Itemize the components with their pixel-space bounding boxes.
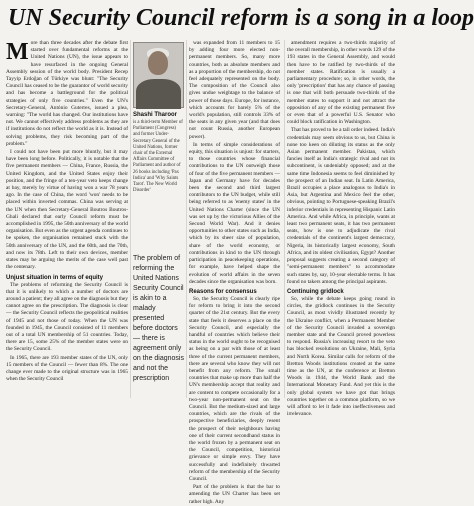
article-column-2 (189, 40, 280, 505)
paragraph: was expanded from 11 members to 15 by adding four more elected non-permanent members. So, many more countries, both as absolute members and as a proportion of the membership, do not feel adequately represented on the body. The composition of the Council also gives undue weightage to the balance of power of those days. Europe, for instance, which accounts for barely 5% of the world's population, still controls 33% of the seats in any given year (and that does not count Russia, another European power). (189, 40, 280, 140)
paragraph: amendment requires a two-thirds majority of the overall membership, in other words 129 of the 193 states in the General Assembly, and would then have to be ratified by two-thirds of the member states. Ratification is usually a parliamentary procedure; so, in other words, the only 'prescription' that has any chance of passing is one that will both persuade two-thirds of the member states to support it and not attract the opposition of any of the existing permanent five or even that of a powerful U.S. Senator who could block ratification in Washington. (287, 40, 395, 126)
article-column-3 (287, 40, 395, 418)
paragraph: So, the Security Council is clearly ripe for reform to bring it into the second quarter of the 21st century. But the every state that feels it deserves a place on the Security Council, and especially the handful of countries which believe their status in the world ought to be recognised as being on a par with those of at least three of the current permanent members, there are several who know they will not benefit from any reform. The small countries that make up more than half the UN's membership accept that reality and are content to compete occasionally for a two-year non-permanent seat on the Council. But the medium-sized and large countries, which are the rivals of the prospective beneficiaries, deeply resent the prospect of their neighbours having one of their current secondhand status in the world frozen by a permanent seat on the Council, competition, historical grievance or simple envy. They have successfully and indefinitely thwarted reform of the membership of the Security Council. (189, 295, 280, 482)
paragraph: Part of the problem is that the bar to amending the UN Charter has been set rather high. Any (189, 484, 280, 505)
paragraph: The problems of reforming the Security Council is that it is unlikely to which a number of doctors are around a patient; they all agree on the diagnosis but they cannot agree on the prescription. The diagnosis is clear — the Security Council reflects the geopolitical realities of 1945 and not those of today. When the UN was founded in 1945, the Council consisted of 11 members out of a total UN membership of 51 countries. Today, there are 15, some 25% of the member states were on the Security Council. (6, 281, 128, 353)
paragraph: ore than three decades after the debate first started over fundamental reforms at the United Nations (UN), the issue appears to have resurfaced in the ongoing General Assembly session of the world body. President Recep Tayyip Erdoğan of Türkiye was blunt: "The Security Council has ceased to be the guarantor of world security and has become a battleground for the political strategies of only five countries." Even the UN's Secretary-General, António Guterres, issued a plea, warning: "The world has changed. Our institutions have not. We cannot effectively address problems as they are if institutions do not reflect the world as it is. Instead of solving problems, they risk becoming part of the problem." (6, 40, 128, 147)
subheading: Continuing gridlock (287, 288, 344, 295)
paragraph: That has proved to be a tall order indeed. India's credentials may seem obvious to us, but China is none too keen on diluting its status as the only Asian permanent member. Pakistan, which fancies itself as India's strategic rival and not its subcontinent, is undeniably opposed; and at the same time Indonesia seems to feel diminished by the prospect of an Indian seat. In Latin America, Brazil occupies a place analogous to India's in Asia, but Argentina and Mexico feel the other, obvious, pointing to Portuguese-speaking Brazil's inferior credentials in representing Hispanic Latin America. And while Africa, in principle, wants at least two permanent seats, it has two permanent seats, how is one to adjudicate the rival credentials of the continent's largest democracy, Nigeria, its historically largest economy, South Africa, and its oldest civilisation, Egypt? Another proposal suggests creating a second category of "semi-permanent members" to accommodate such states by, say, 10-year electable terms. It has found no takers among the principal aspirants. (287, 127, 395, 285)
column-rule (130, 40, 131, 398)
column-rule (284, 40, 285, 398)
drop-cap: M (6, 39, 29, 65)
article-column-1 (6, 40, 128, 400)
subheading: Reasons for consensus (189, 288, 257, 295)
author-name: Shashi Tharoor (133, 112, 178, 118)
author-sidebar (133, 42, 184, 398)
paragraph: So, while the debate keeps going round in circles, the gridlock continues in the Security Council, as most vividly illustrated recently by the Ukraine conflict, when a Permanent Member of the Security Council invaded a sovereign member state and the Council proved powerless to respond. Russia's increasing resort to the veto has blocked resolutions on Ukraine, Mali, Syria and North Korea. Similar calls for reform of the Bretton Woods institutions created at the same time as the UN, at the conference at Bretton Woods in 1944, the World Bank and the International Monetary Fund. And yet this is the only global system we have got that brings countries together on a common platform, so we will afford to let it fade into ineffectiveness and irrelevance. (287, 295, 395, 418)
pull-quote: The problem of reforming the United Nations Security Council is akin to a malady presented before doctors — there is agreement only on the diagnosis and not the prescription (133, 255, 184, 383)
column-rule (186, 40, 187, 398)
headline: UN Security Council reform is a song in a loop (8, 5, 474, 31)
author-photo (133, 42, 184, 108)
subheading: Unjust situation in terms of equity (6, 274, 104, 281)
paragraph: In 1965, there are 193 member states of the UN, only 15 members of the Council — fewer than 8%. The one change ever made to the original structure was in 1965 when the Security Council (6, 354, 128, 383)
paragraph: I could not have been put more bluntly, but it may have been long before. Politically, it is notable that the five permanent members — China, France, Russia, the United Kingdom, and the United States enjoy their position, and the fringe of a ten-year veto keeps change at bay, merely by virtue of having won a war 78 years ago. In the case of China, the word 'won' needs to be placed within inverted commas. China was serving at the UN when then Secretary-General Boutros Boutros-Ghali declared that early Council reform must be accomplished in 1995, the 50th anniversary of the world organisation. But even as the urgent agenda continues to be spoken, the organisation remained stuck with the 50th anniversary of the UN, and the 60th, and the 70th, and now its 78th. Left to their own devices, member states may be arguing the merits of the case well past the centenary. (6, 149, 128, 271)
author-bio: is a third-term Member of Parliament (Congress) and former Under-Secretary General of the United Nations, former chair of the External Affairs Committee of Parliament and author of 26 books including 'Pax Indica' and 'Why Saints Tarot'. The New World Disorder' (133, 120, 183, 194)
paragraph: In terms of simple considerations of equity, this situation is unjust: for starters, to those countries whose financial contributions to the UN outweigh those of four of the five permanent members — Japan and Germany have for decades been the second and third largest contributors to the UN budget, while still being referred to as 'enemy states' in the United Nations Charter (since the UN was set up by the victorious Allies of the Second World War). And it denies opportunities to other states such as India, which by its sheer size of population, share of the world economy, or contributions in kind to the UN through participation in peacekeeping operations, for example, have helped shape the evolution of world affairs in the seven decades since the organisation was born. (189, 141, 280, 285)
